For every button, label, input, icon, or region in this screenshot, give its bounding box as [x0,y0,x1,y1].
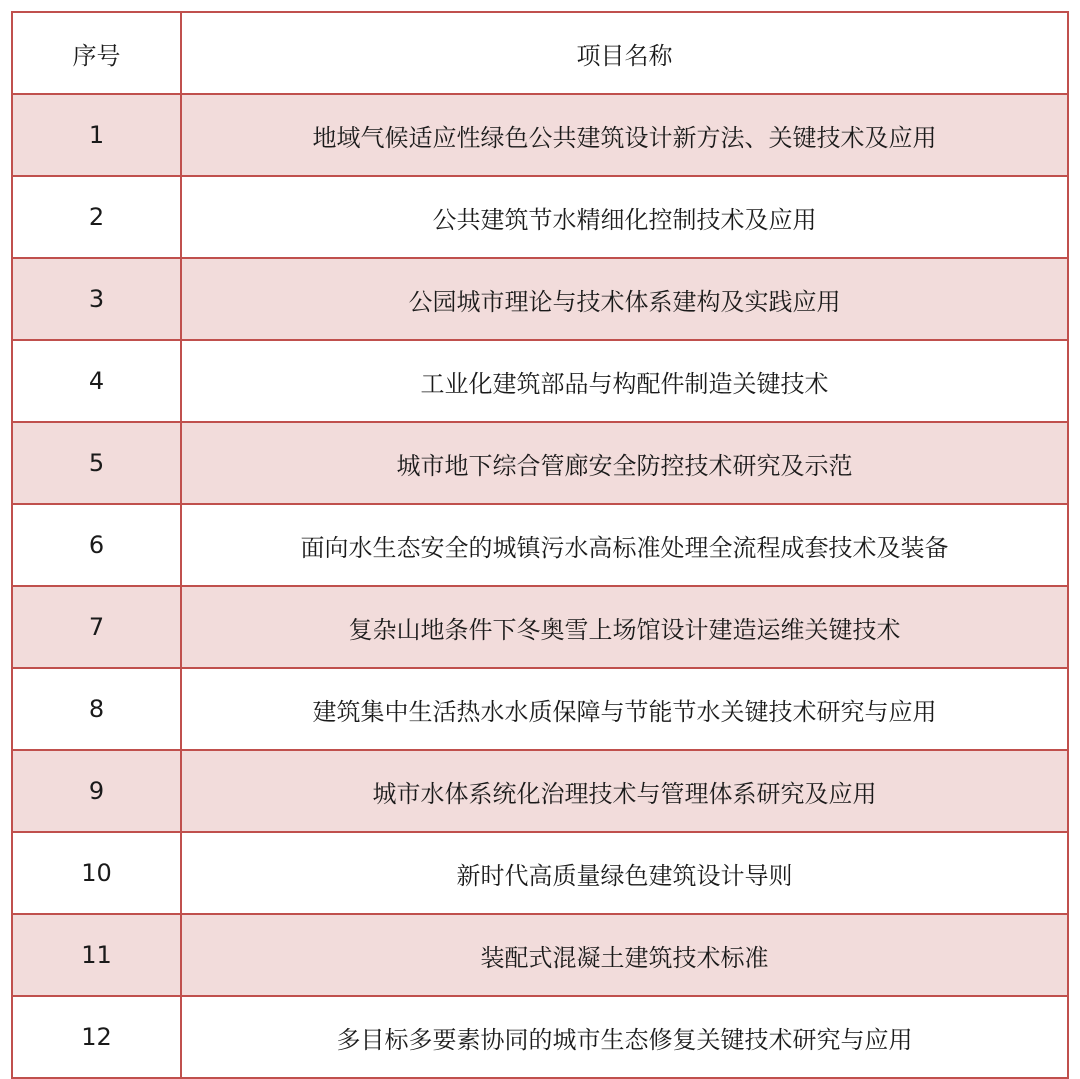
table-row [12,832,1068,914]
row-name: 公共建筑节水精细化控制技术及应用 [181,176,1068,258]
table-row [12,94,1068,176]
row-name: 公园城市理论与技术体系建构及实践应用 [181,258,1068,340]
table-header-row [12,12,1068,94]
table-row [12,750,1068,832]
row-num: 7 [12,586,181,668]
project-table [11,11,1069,1079]
row-name: 新时代高质量绿色建筑设计导则 [181,832,1068,914]
table-row [12,586,1068,668]
table-row [12,914,1068,996]
row-num: 2 [12,176,181,258]
row-name: 城市水体系统化治理技术与管理体系研究及应用 [181,750,1068,832]
row-num: 6 [12,504,181,586]
row-num: 9 [12,750,181,832]
header-name: 项目名称 [181,12,1068,94]
row-name: 建筑集中生活热水水质保障与节能节水关键技术研究与应用 [181,668,1068,750]
row-num: 12 [12,996,181,1078]
row-name: 装配式混凝土建筑技术标准 [181,914,1068,996]
row-name: 多目标多要素协同的城市生态修复关键技术研究与应用 [181,996,1068,1078]
row-num: 3 [12,258,181,340]
header-num: 序号 [12,12,181,94]
row-num: 8 [12,668,181,750]
table-row [12,996,1068,1078]
row-name: 工业化建筑部品与构配件制造关键技术 [181,340,1068,422]
row-num: 1 [12,94,181,176]
table-row [12,340,1068,422]
table-row [12,668,1068,750]
table-row [12,258,1068,340]
row-name: 城市地下综合管廊安全防控技术研究及示范 [181,422,1068,504]
row-num: 11 [12,914,181,996]
row-num: 5 [12,422,181,504]
row-name: 复杂山地条件下冬奥雪上场馆设计建造运维关键技术 [181,586,1068,668]
row-name: 面向水生态安全的城镇污水高标准处理全流程成套技术及装备 [181,504,1068,586]
row-name: 地域气候适应性绿色公共建筑设计新方法、关键技术及应用 [181,94,1068,176]
table-row [12,422,1068,504]
table-row [12,504,1068,586]
project-table-container [11,11,1069,1055]
row-num: 10 [12,832,181,914]
table-row [12,176,1068,258]
row-num: 4 [12,340,181,422]
